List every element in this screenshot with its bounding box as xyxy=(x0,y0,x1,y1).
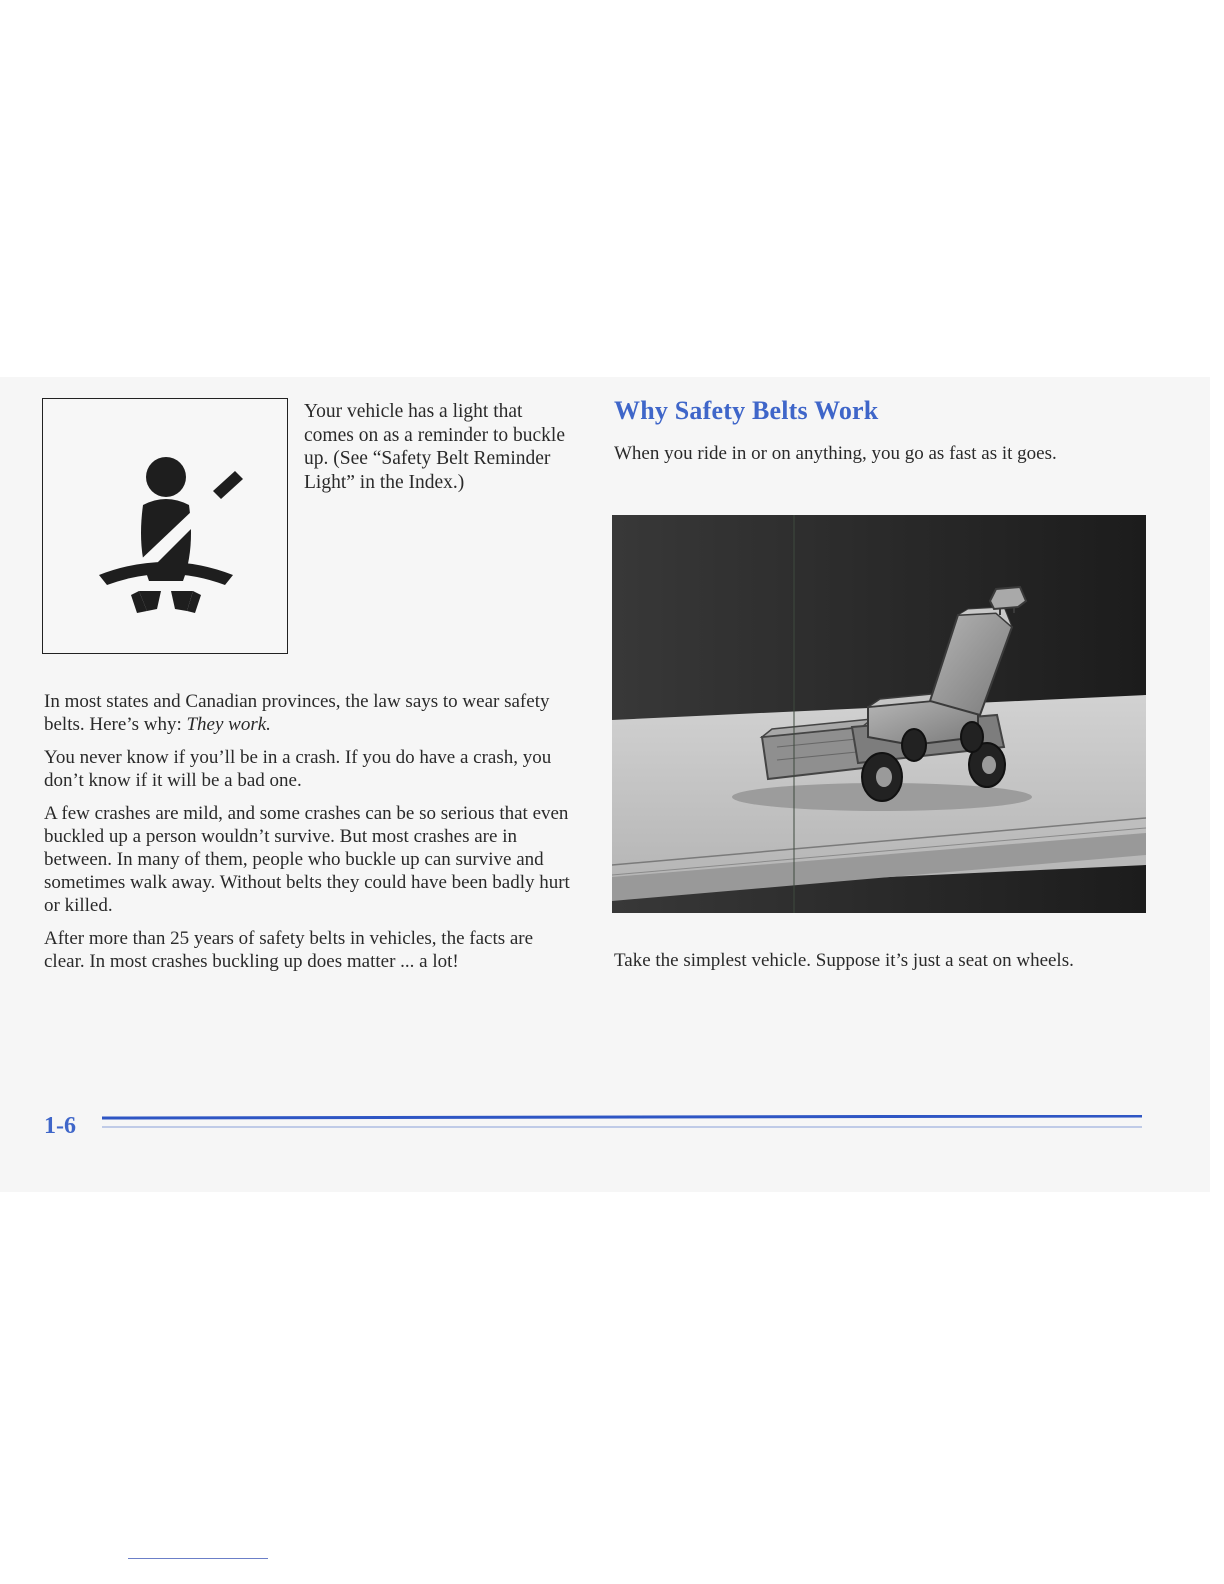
paragraph-law-lead: In most states and Canadian provinces, the law says to wear safety belts. Here’s why: xyxy=(44,691,550,735)
illustration-caption: Take the simplest vehicle. Suppose it’s just a seat on wheels. xyxy=(614,950,1074,971)
footer-rule xyxy=(102,1115,1146,1131)
left-column xyxy=(44,690,574,983)
seat-belt-reminder-icon-box xyxy=(42,398,288,654)
paragraph-severity: A few crashes are mild, and some crashes can be so serious that even buckled up a person wouldn’t survive. But most crashes are in between. In many of them, people who buckle up can survive and sometimes walk away. Without belts they could have been badly hurt or killed. xyxy=(44,803,570,916)
paragraph-facts: After more than 25 years of safety belts in vehicles, the facts are clear. In most crashes buckling up does matter ... a lot! xyxy=(44,928,534,972)
intro-paragraph: When you ride in or on anything, you go as fast as it goes. xyxy=(614,443,1057,464)
reminder-text: Your vehicle has a light that comes on as a reminder to buckle up. (See “Safety Belt Reminder Light” in the Index.) xyxy=(304,401,565,493)
paragraph-law-emphasis: They work. xyxy=(186,714,271,735)
section-heading: Why Safety Belts Work xyxy=(614,396,879,425)
paragraph-law xyxy=(44,690,574,736)
page-number: 1-6 xyxy=(44,1113,76,1139)
bottom-stray-line xyxy=(128,1558,268,1559)
seat-on-wheels-illustration xyxy=(612,515,1146,913)
seat-belt-person-icon xyxy=(43,399,287,653)
paragraph-crash: You never know if you’ll be in a crash. If you do have a crash, you don’t know if it will be a bad one. xyxy=(44,747,552,791)
